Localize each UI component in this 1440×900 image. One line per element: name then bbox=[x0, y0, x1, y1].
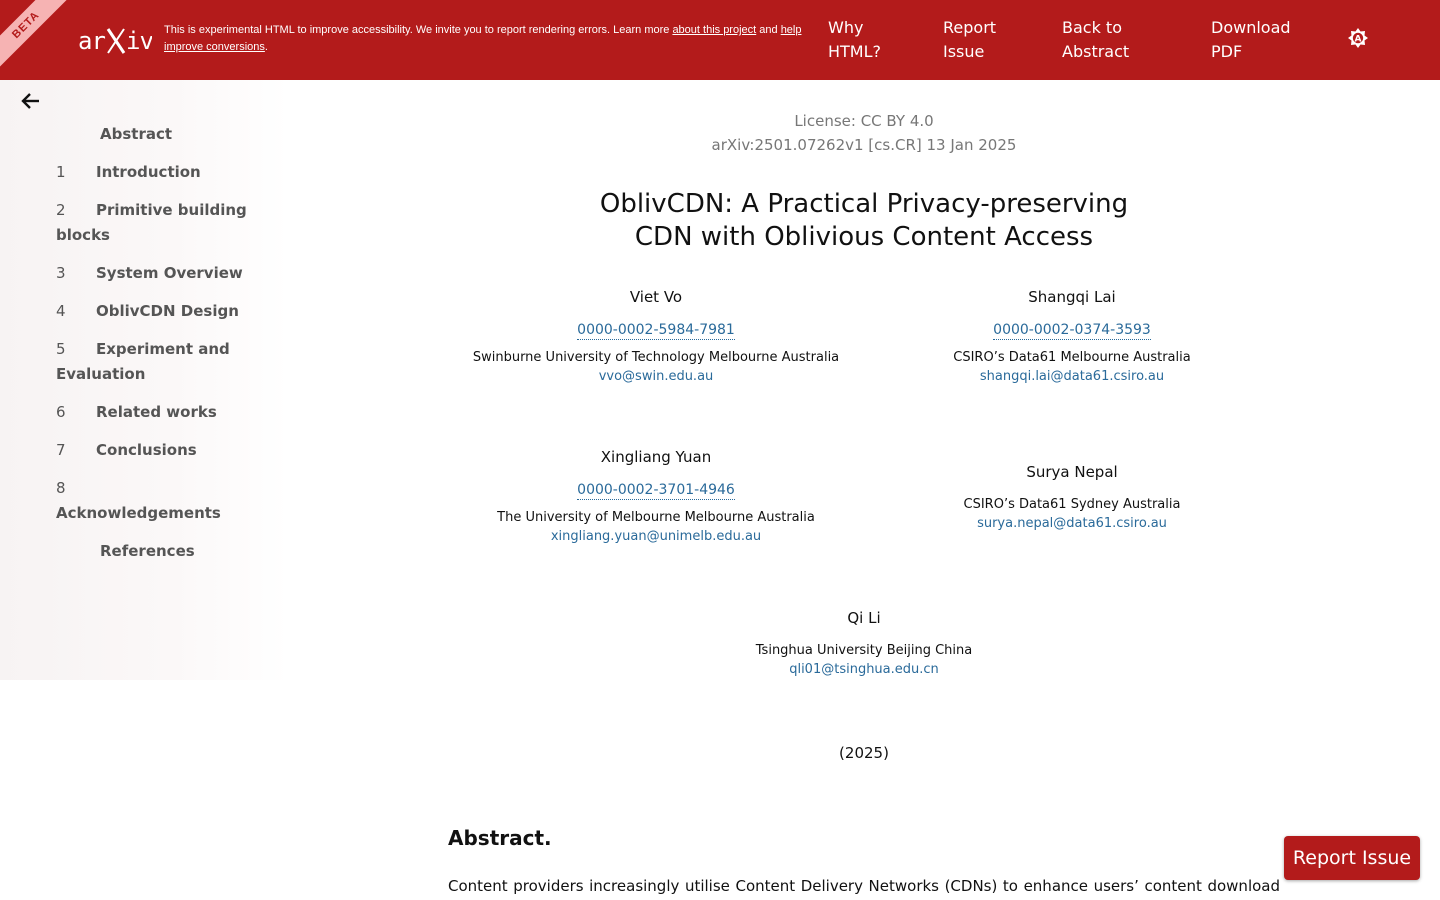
collapse-toc-button[interactable] bbox=[20, 90, 42, 112]
author-email-link[interactable]: shangqi.lai@data61.csiro.au bbox=[979, 369, 1165, 384]
toc-item-primitive-building-blocks[interactable]: 2 Primitive building blocks bbox=[56, 201, 247, 244]
toc-item-system-overview[interactable]: 3 System Overview bbox=[56, 264, 243, 282]
theme-toggle-icon bbox=[1348, 28, 1368, 48]
author-block bbox=[842, 288, 1302, 384]
abstract-text: Content providers increasingly utilise Content Delivery Networks (CDNs) to enhance users’ content download bbox=[448, 877, 1280, 895]
nav-back-to-abstract[interactable]: Back to Abstract bbox=[1062, 18, 1130, 61]
author-name: Xingliang Yuan bbox=[600, 448, 712, 466]
author-email-link[interactable]: surya.nepal@data61.csiro.au bbox=[977, 516, 1167, 531]
toc-item-related-works[interactable]: 6 Related works bbox=[56, 403, 217, 421]
toc-item-conclusions[interactable]: 7 Conclusions bbox=[56, 441, 197, 459]
nav-report-issue[interactable]: Report Issue bbox=[943, 18, 997, 61]
author-affiliation: The University of Melbourne Melbourne Australia bbox=[497, 510, 815, 525]
table-of-contents bbox=[56, 122, 256, 577]
license-text: License: CC BY 4.0 bbox=[794, 112, 934, 130]
author-name: Surya Nepal bbox=[1026, 463, 1118, 481]
svg-text:iv: iv bbox=[126, 27, 152, 55]
svg-text:A: A bbox=[1354, 34, 1362, 45]
author-name: Shangqi Lai bbox=[1028, 288, 1116, 306]
toc-item-introduction[interactable]: 1 Introduction bbox=[56, 163, 201, 181]
arxiv-logo-icon bbox=[78, 22, 152, 58]
author-affiliation: CSIRO’s Data61 Melbourne Australia bbox=[953, 350, 1191, 365]
beta-ribbon: BETA bbox=[0, 0, 76, 75]
author-affiliation: Tsinghua University Beijing China bbox=[755, 643, 973, 658]
experimental-notice: This is experimental HTML to improve accessibility. We invite you to report rendering errors. Learn more about this project and help improve conversions. bbox=[164, 24, 802, 53]
toc-item-references[interactable]: References bbox=[100, 542, 195, 560]
arrow-left-icon bbox=[20, 90, 42, 112]
author-orcid-link[interactable]: 0000-0002-0374-3593 bbox=[993, 322, 1151, 338]
abstract-heading: Abstract. bbox=[448, 826, 552, 850]
toc-item-oblivcdn-design[interactable]: 4 OblivCDN Design bbox=[56, 302, 239, 320]
toc-sidebar bbox=[0, 80, 288, 680]
about-project-link[interactable]: about this project bbox=[672, 24, 757, 36]
toc-item-acknowledgements[interactable]: 8Acknowledgements bbox=[56, 479, 221, 522]
site-header bbox=[0, 0, 1440, 80]
author-block bbox=[426, 288, 886, 384]
publication-year: (2025) bbox=[839, 744, 889, 762]
author-orcid-link[interactable]: 0000-0002-3701-4946 bbox=[577, 482, 735, 498]
author-block bbox=[842, 463, 1302, 531]
paper-content bbox=[288, 80, 1440, 900]
author-name: Viet Vo bbox=[629, 288, 683, 306]
arxiv-id: arXiv:2501.07262v1 [cs.CR] 13 Jan 2025 bbox=[711, 136, 1017, 154]
paper-title: OblivCDN: A Practical Privacy-preserving CDN with Oblivious Content Access bbox=[599, 189, 1129, 252]
author-affiliation: CSIRO’s Data61 Sydney Australia bbox=[963, 497, 1181, 512]
toc-item-experiment-evaluation[interactable]: 5 Experiment and Evaluation bbox=[56, 340, 230, 383]
author-email-link[interactable]: vvo@swin.edu.au bbox=[598, 369, 714, 384]
toc-item-abstract[interactable]: Abstract bbox=[100, 125, 173, 143]
nav-why-html[interactable]: Why HTML? bbox=[828, 18, 882, 61]
theme-toggle-button[interactable] bbox=[1348, 28, 1368, 48]
author-block bbox=[634, 609, 1094, 677]
report-issue-button[interactable]: Report Issue bbox=[1284, 836, 1420, 880]
author-name: Qi Li bbox=[847, 609, 881, 627]
author-email-link[interactable]: xingliang.yuan@unimelb.edu.au bbox=[550, 529, 762, 544]
nav-download-pdf[interactable]: Download PDF bbox=[1211, 18, 1291, 61]
help-improve-link[interactable]: help improve conversions bbox=[164, 24, 802, 53]
svg-text:ar: ar bbox=[78, 27, 105, 55]
author-email-link[interactable]: qli01@tsinghua.edu.cn bbox=[789, 662, 939, 677]
author-orcid-link[interactable]: 0000-0002-5984-7981 bbox=[577, 322, 735, 338]
author-affiliation: Swinburne University of Technology Melbourne Australia bbox=[472, 350, 840, 365]
arxiv-logo[interactable] bbox=[78, 22, 152, 58]
author-block bbox=[426, 448, 886, 544]
